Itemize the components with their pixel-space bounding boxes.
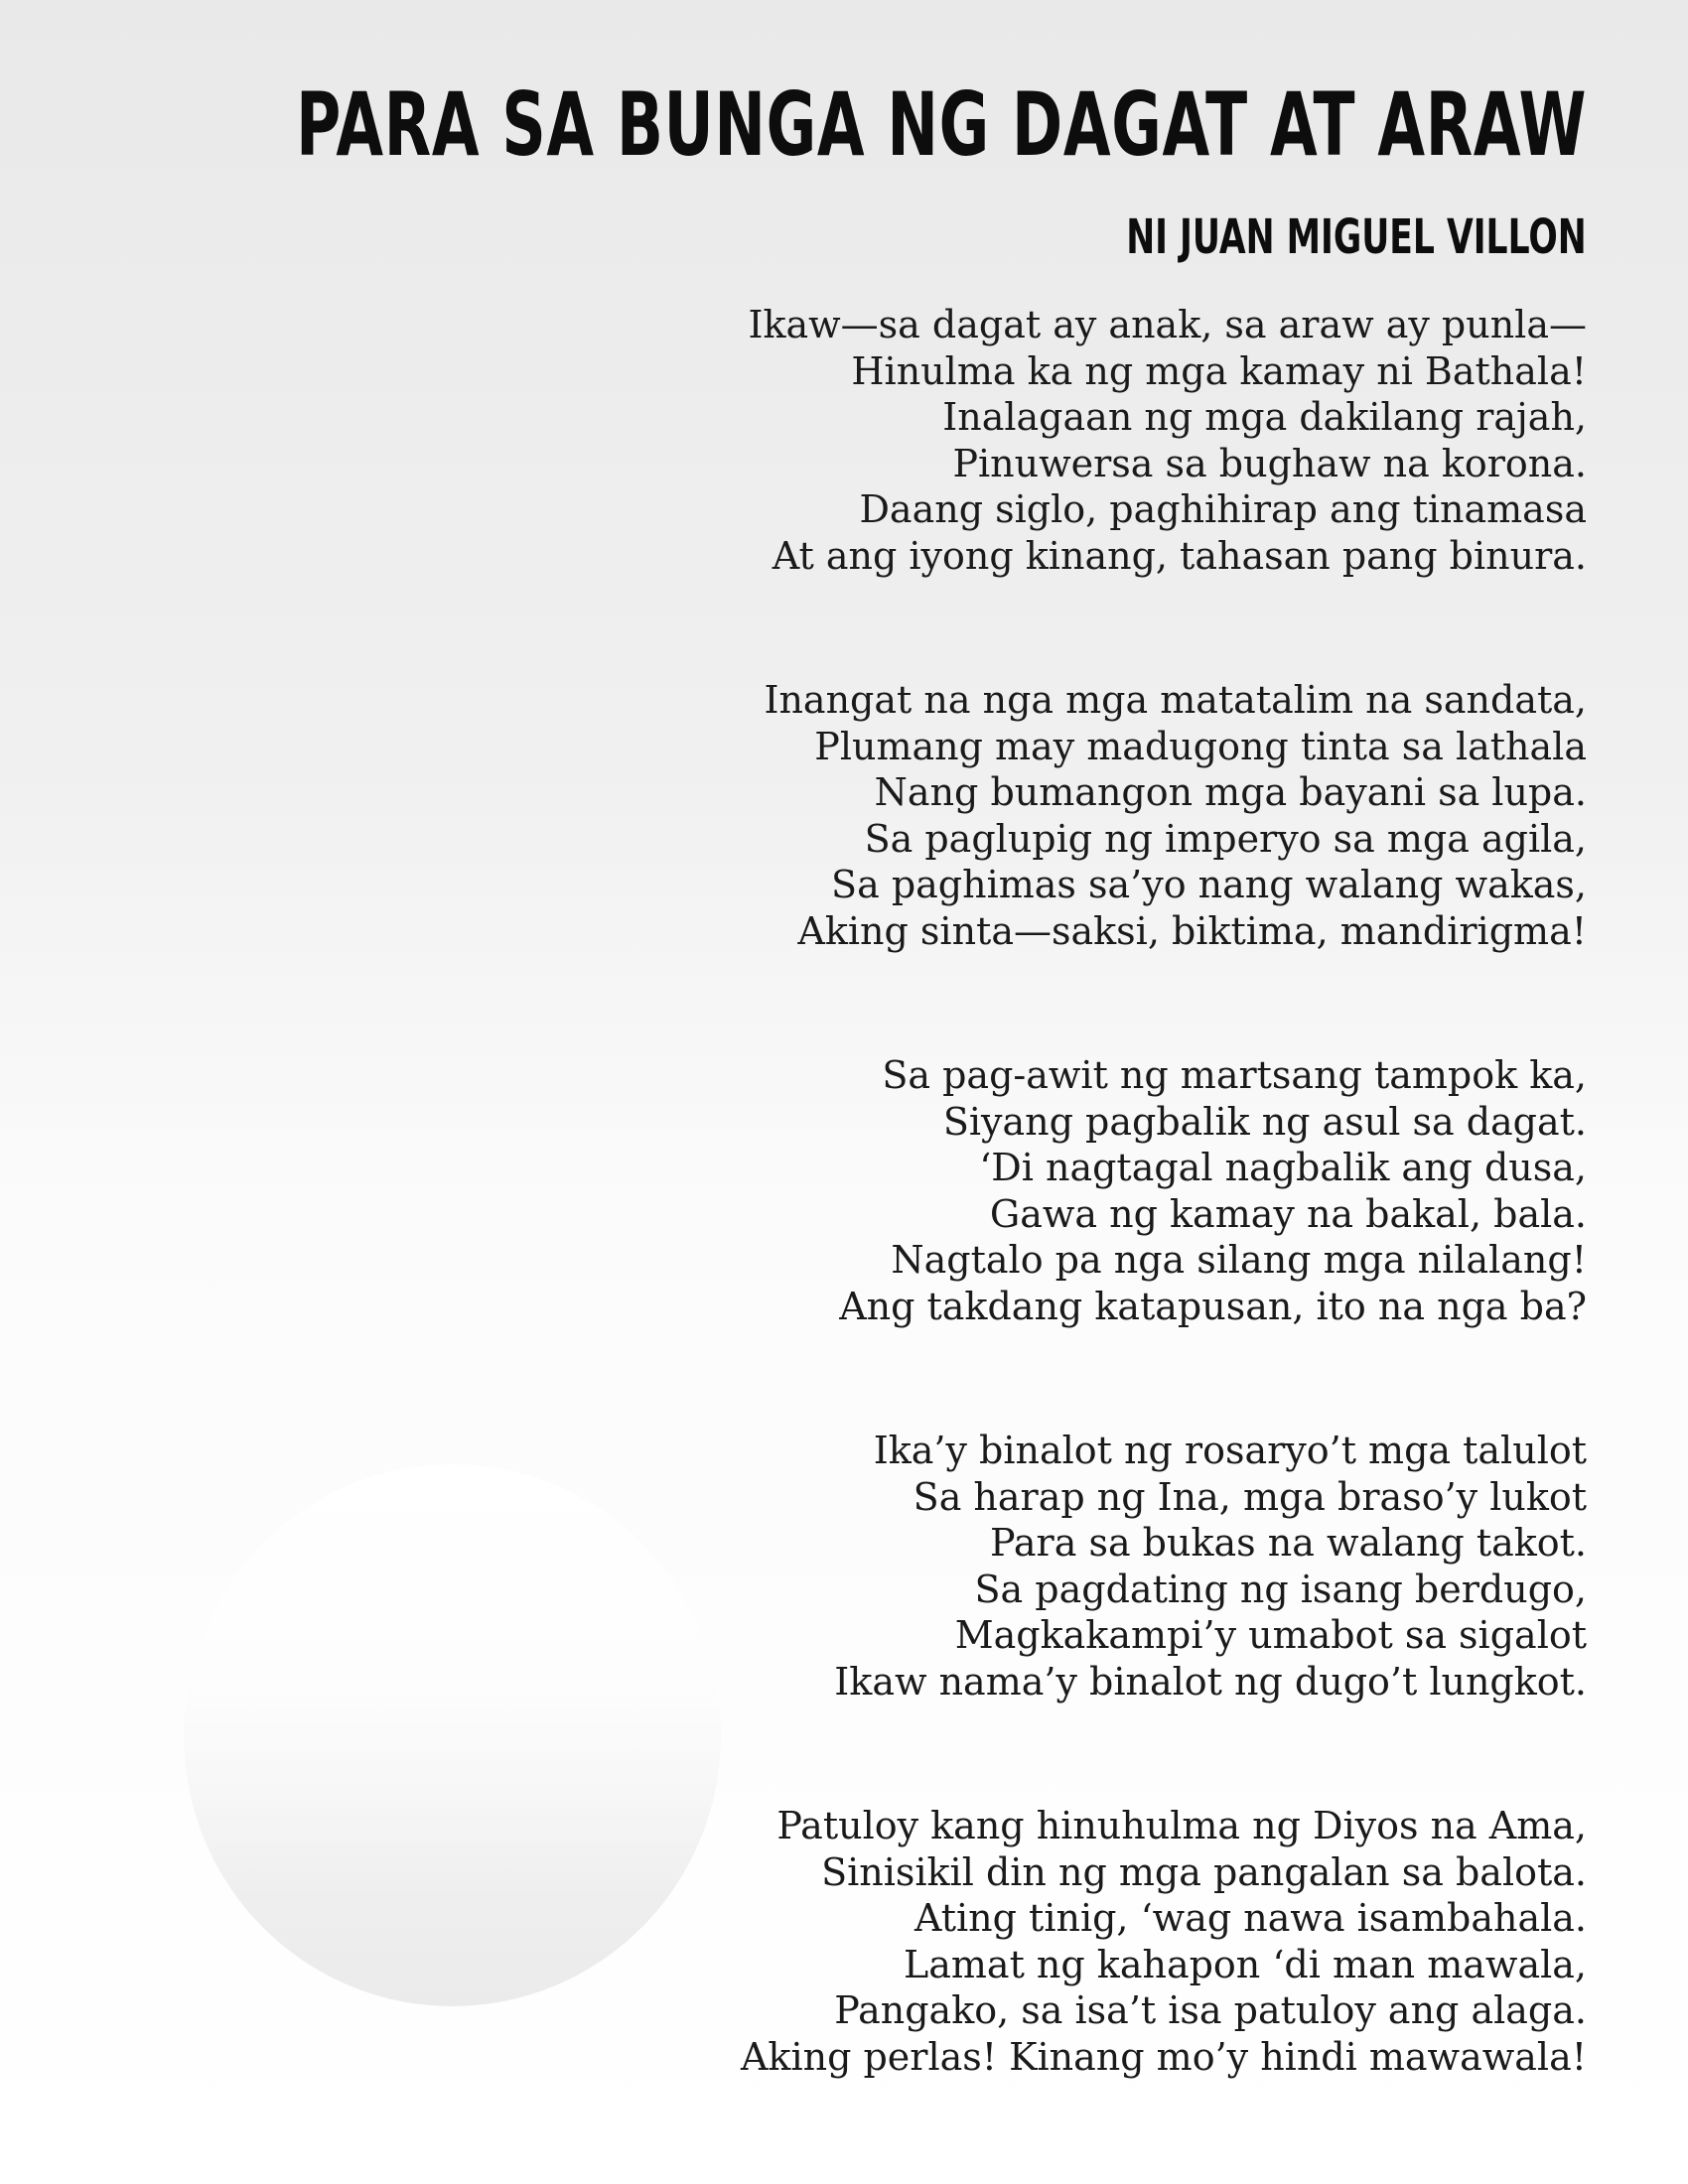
poem-line: ‘Di nagtagal nagbalik ang dusa, xyxy=(979,1146,1587,1189)
poem-line: Sinisikil din ng mga pangalan sa balota. xyxy=(821,1849,1587,1894)
poem-line: Gawa ng kamay na bakal, bala. xyxy=(989,1191,1587,1236)
poem-line: Aking perlas! Kinang mo’y hindi mawawala! xyxy=(740,2034,1587,2079)
stanza xyxy=(594,677,1587,954)
stanza xyxy=(594,1052,1587,1329)
poem-line: Pangako, sa isa’t isa patuloy ang alaga. xyxy=(834,1988,1587,2032)
poem-line: Pinuwersa sa bughaw na korona. xyxy=(952,441,1587,485)
poem-line: Lamat ng kahapon ‘di man mawala, xyxy=(903,1942,1587,1986)
poem-line: Ikaw nama’y binalot ng dugo’t lungkot. xyxy=(834,1659,1587,1704)
stanza xyxy=(594,1803,1587,2080)
stanza xyxy=(594,302,1587,579)
poem-title: PARA SA BUNGA NG DAGAT AT ARAW xyxy=(295,73,1587,176)
poem-body xyxy=(594,302,1587,2178)
poem-line: Magkakampi’y umabot sa sigalot xyxy=(954,1613,1587,1657)
poem-line: Ika’y binalot ng rosaryo’t mga talulot xyxy=(873,1429,1587,1472)
poem-line: Sa harap ng Ina, mga braso’y lukot xyxy=(913,1474,1587,1519)
poem-line: Sa pagdating ng isang berdugo, xyxy=(974,1567,1587,1611)
poem-line: Ikaw—sa dagat ay anak, sa araw ay punla— xyxy=(748,303,1587,346)
poem-line: Nagtalo pa nga silang mga nilalang! xyxy=(891,1238,1587,1282)
poem-line: Plumang may madugong tinta sa lathala xyxy=(814,724,1587,768)
poem-line: At ang iyong kinang, tahasan pang binura. xyxy=(772,533,1587,578)
poem-line: Ating tinig, ‘wag nawa isambahala. xyxy=(914,1896,1587,1940)
poem-line: Patuloy kang hinuhulma ng Diyos na Ama, xyxy=(776,1804,1587,1847)
poem-line: Sa pag-awit ng martsang tampok ka, xyxy=(882,1053,1587,1097)
poem-line: Daang siglo, paghihirap ang tinamasa xyxy=(859,487,1587,531)
poem-line: Sa paglupig ng imperyo sa mga agila, xyxy=(864,816,1587,861)
poem-line: Ang takdang katapusan, ito na nga ba? xyxy=(839,1284,1587,1328)
poem-author: NI JUAN MIGUEL VILLON xyxy=(1126,209,1587,265)
poem-line: Inangat na nga mga matatalim na sandata, xyxy=(764,678,1587,722)
poem-line: Hinulma ka ng mga kamay ni Bathala! xyxy=(851,348,1587,393)
poem-line: Sa paghimas sa’yo nang walang wakas, xyxy=(831,863,1587,906)
stanza xyxy=(594,1428,1587,1705)
poem-line: Nang bumangon mga bayani sa lupa. xyxy=(874,770,1587,814)
poem-line: Aking sinta—saksi, biktima, mandirigma! xyxy=(797,908,1587,953)
poem-line: Inalagaan ng mga dakilang rajah, xyxy=(942,395,1587,439)
poem-line: Siyang pagbalik ng asul sa dagat. xyxy=(942,1099,1587,1144)
poem-line: Para sa bukas na walang takot. xyxy=(990,1521,1587,1565)
